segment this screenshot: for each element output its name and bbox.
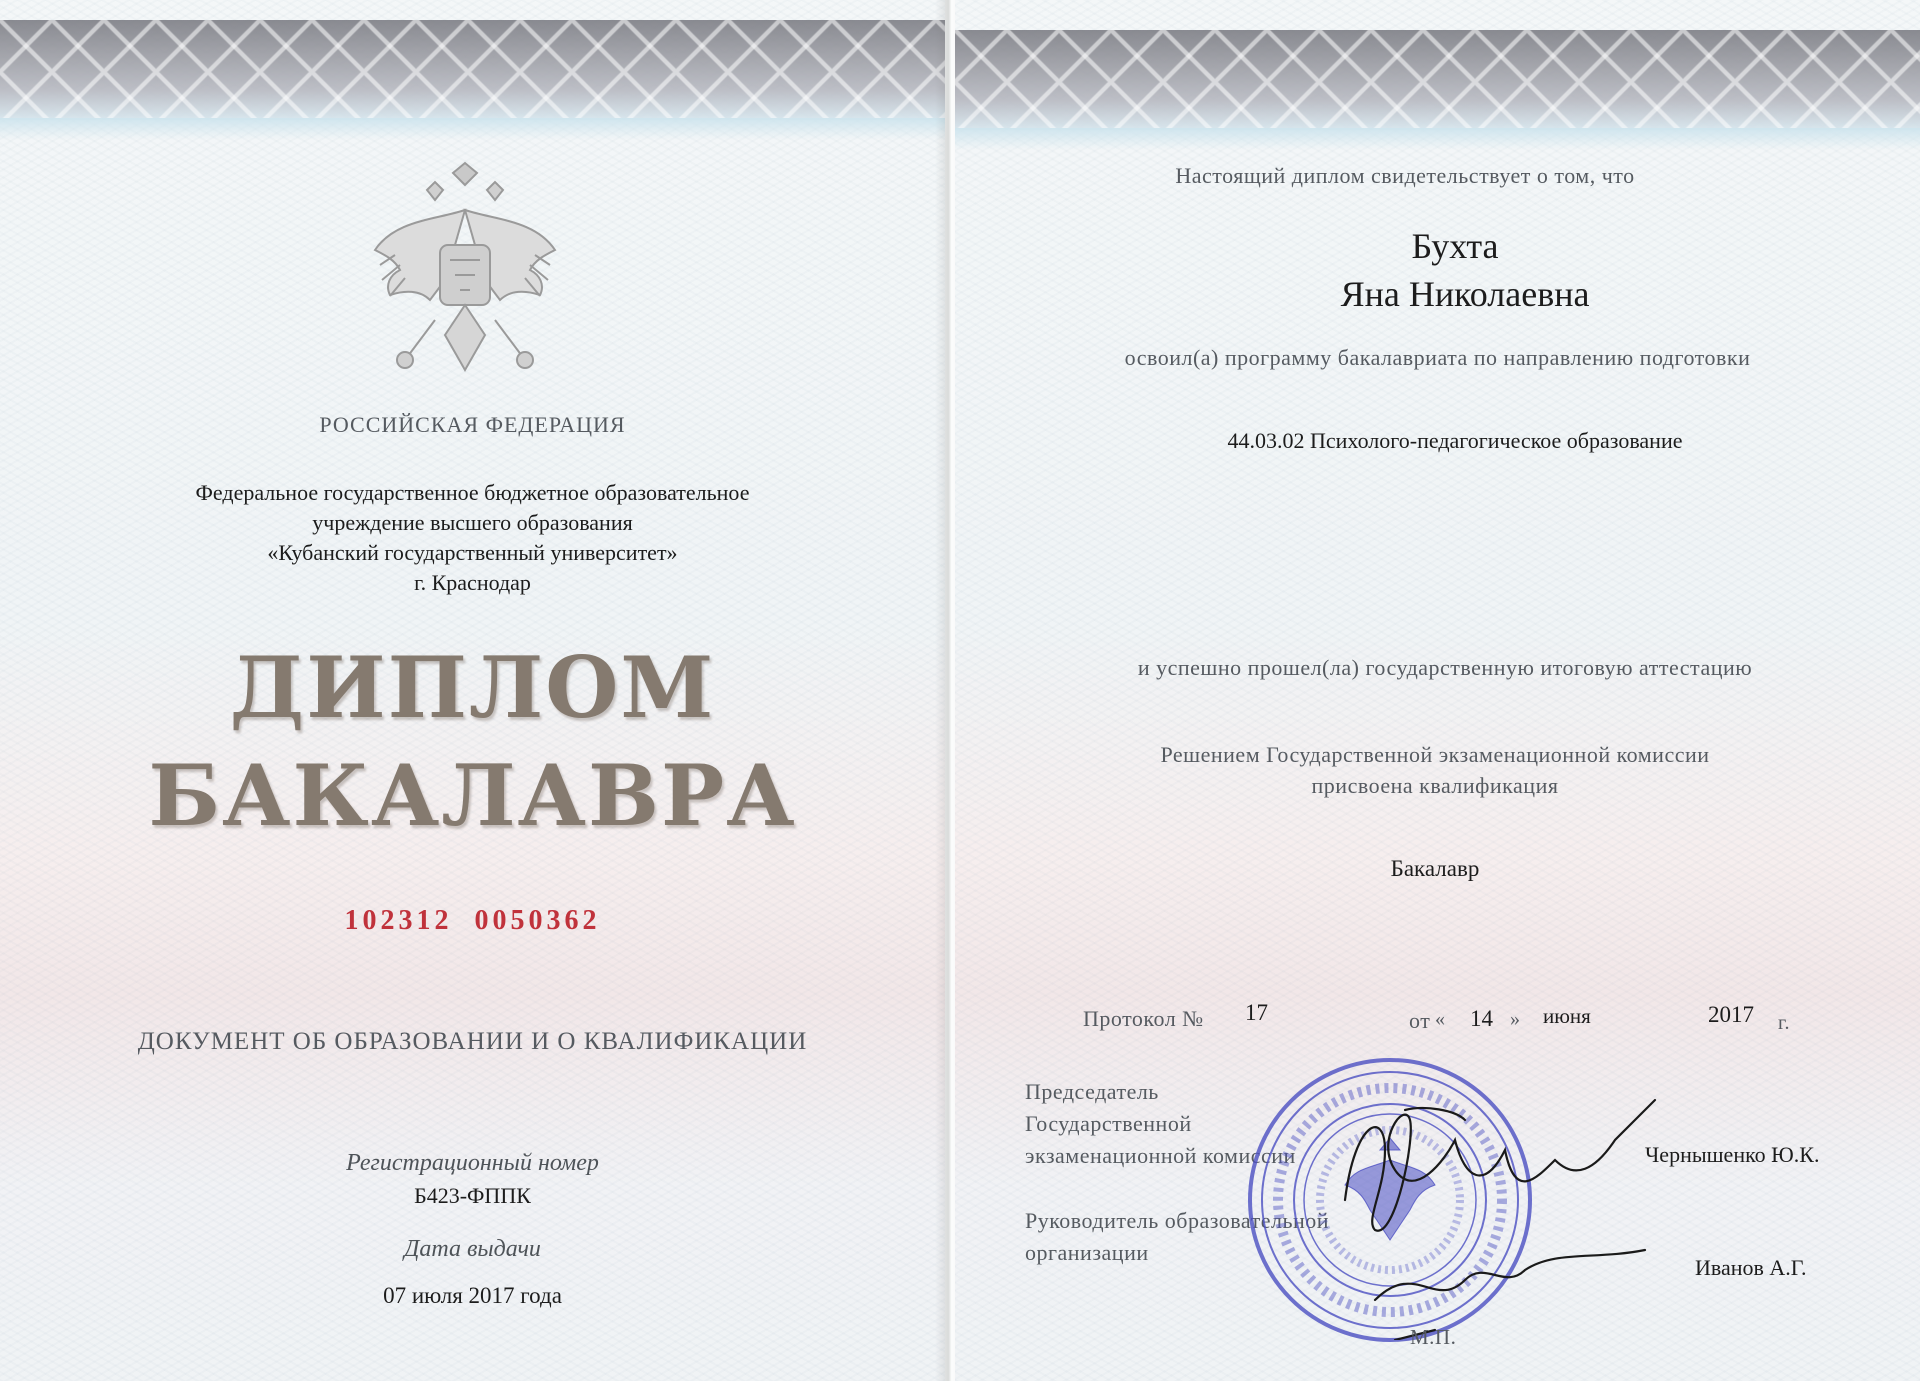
registration-number-value: Б423-ФППК (414, 1183, 531, 1208)
graduate-surname: Бухта (1411, 226, 1499, 266)
protocol-number: 17 (1245, 1000, 1268, 1025)
program-completion-text: освоил(а) программу бакалавриата по направлению подготовки (1124, 345, 1751, 370)
top-border-ornament (955, 30, 1920, 130)
commission-decision-line-2: присвоена квалификация (1311, 773, 1559, 798)
protocol-from-label: от (1409, 1008, 1431, 1033)
chair-title-line-3: экзаменационной комиссии (1025, 1143, 1296, 1168)
protocol-day: 14 (1470, 1006, 1493, 1031)
head-name: Иванов А.Г. (1695, 1255, 1807, 1280)
issue-date-value: 07 июля 2017 года (383, 1283, 562, 1308)
chair-title-line-1: Председатель (1025, 1079, 1159, 1104)
registration-number-label: Регистрационный номер (346, 1150, 599, 1176)
chair-title-line-2: Государственной (1025, 1111, 1192, 1136)
border-fade (955, 128, 1920, 150)
protocol-year-suffix: г. (1778, 1012, 1790, 1034)
graduate-given-names: Яна Николаевна (1340, 274, 1590, 314)
head-title-line-2: организации (1025, 1240, 1149, 1265)
commission-decision-line-1: Решением Государственной экзаменационной комиссии (1160, 742, 1710, 767)
institution-line-1: Федеральное государственное бюджетное образовательное (195, 480, 750, 505)
institution-line-4: г. Краснодар (414, 570, 531, 595)
border-fade (0, 118, 945, 140)
left-page (0, 0, 945, 1381)
chair-name: Чернышенко Ю.К. (1645, 1142, 1820, 1167)
signatures (1315, 1080, 1675, 1340)
document-type-label: ДОКУМЕНТ ОБ ОБРАЗОВАНИИ И О КВАЛИФИКАЦИИ (137, 1028, 808, 1055)
issue-date-label: Дата выдачи (404, 1236, 541, 1262)
top-border-ornament (0, 20, 945, 120)
institution-line-2: учреждение высшего образования (312, 510, 633, 535)
institution-name (100, 478, 845, 598)
seal-place-label: М.П. (1410, 1325, 1457, 1349)
serial-number: 102312 0050362 (344, 905, 601, 936)
institution-line-3: «Кубанский государственный университет» (267, 540, 678, 565)
protocol-label: Протокол № (1083, 1006, 1204, 1031)
certification-intro: Настоящий диплом свидетельствует о том, что (1175, 163, 1635, 188)
qualification-value: Бакалавр (1390, 856, 1480, 881)
coat-of-arms-emblem (365, 160, 565, 380)
head-title-line-1: Руководитель образовательной (1025, 1208, 1330, 1233)
study-direction: 44.03.02 Психолого-педагогическое образование (1227, 428, 1683, 453)
protocol-quote-close: » (1510, 1008, 1521, 1030)
protocol-quote-open: « (1435, 1008, 1446, 1030)
country-label: РОССИЙСКАЯ ФЕДЕРАЦИЯ (319, 412, 626, 437)
diploma-title-line-2: БАКАЛАВРА (148, 746, 797, 845)
right-page (955, 0, 1920, 1381)
diploma-title-line-1: ДИПЛОМ (229, 638, 716, 737)
protocol-year: 2017 (1708, 1002, 1754, 1027)
protocol-month: июня (1543, 1004, 1591, 1028)
attestation-text: и успешно прошел(ла) государственную итоговую аттестацию (1137, 655, 1753, 680)
